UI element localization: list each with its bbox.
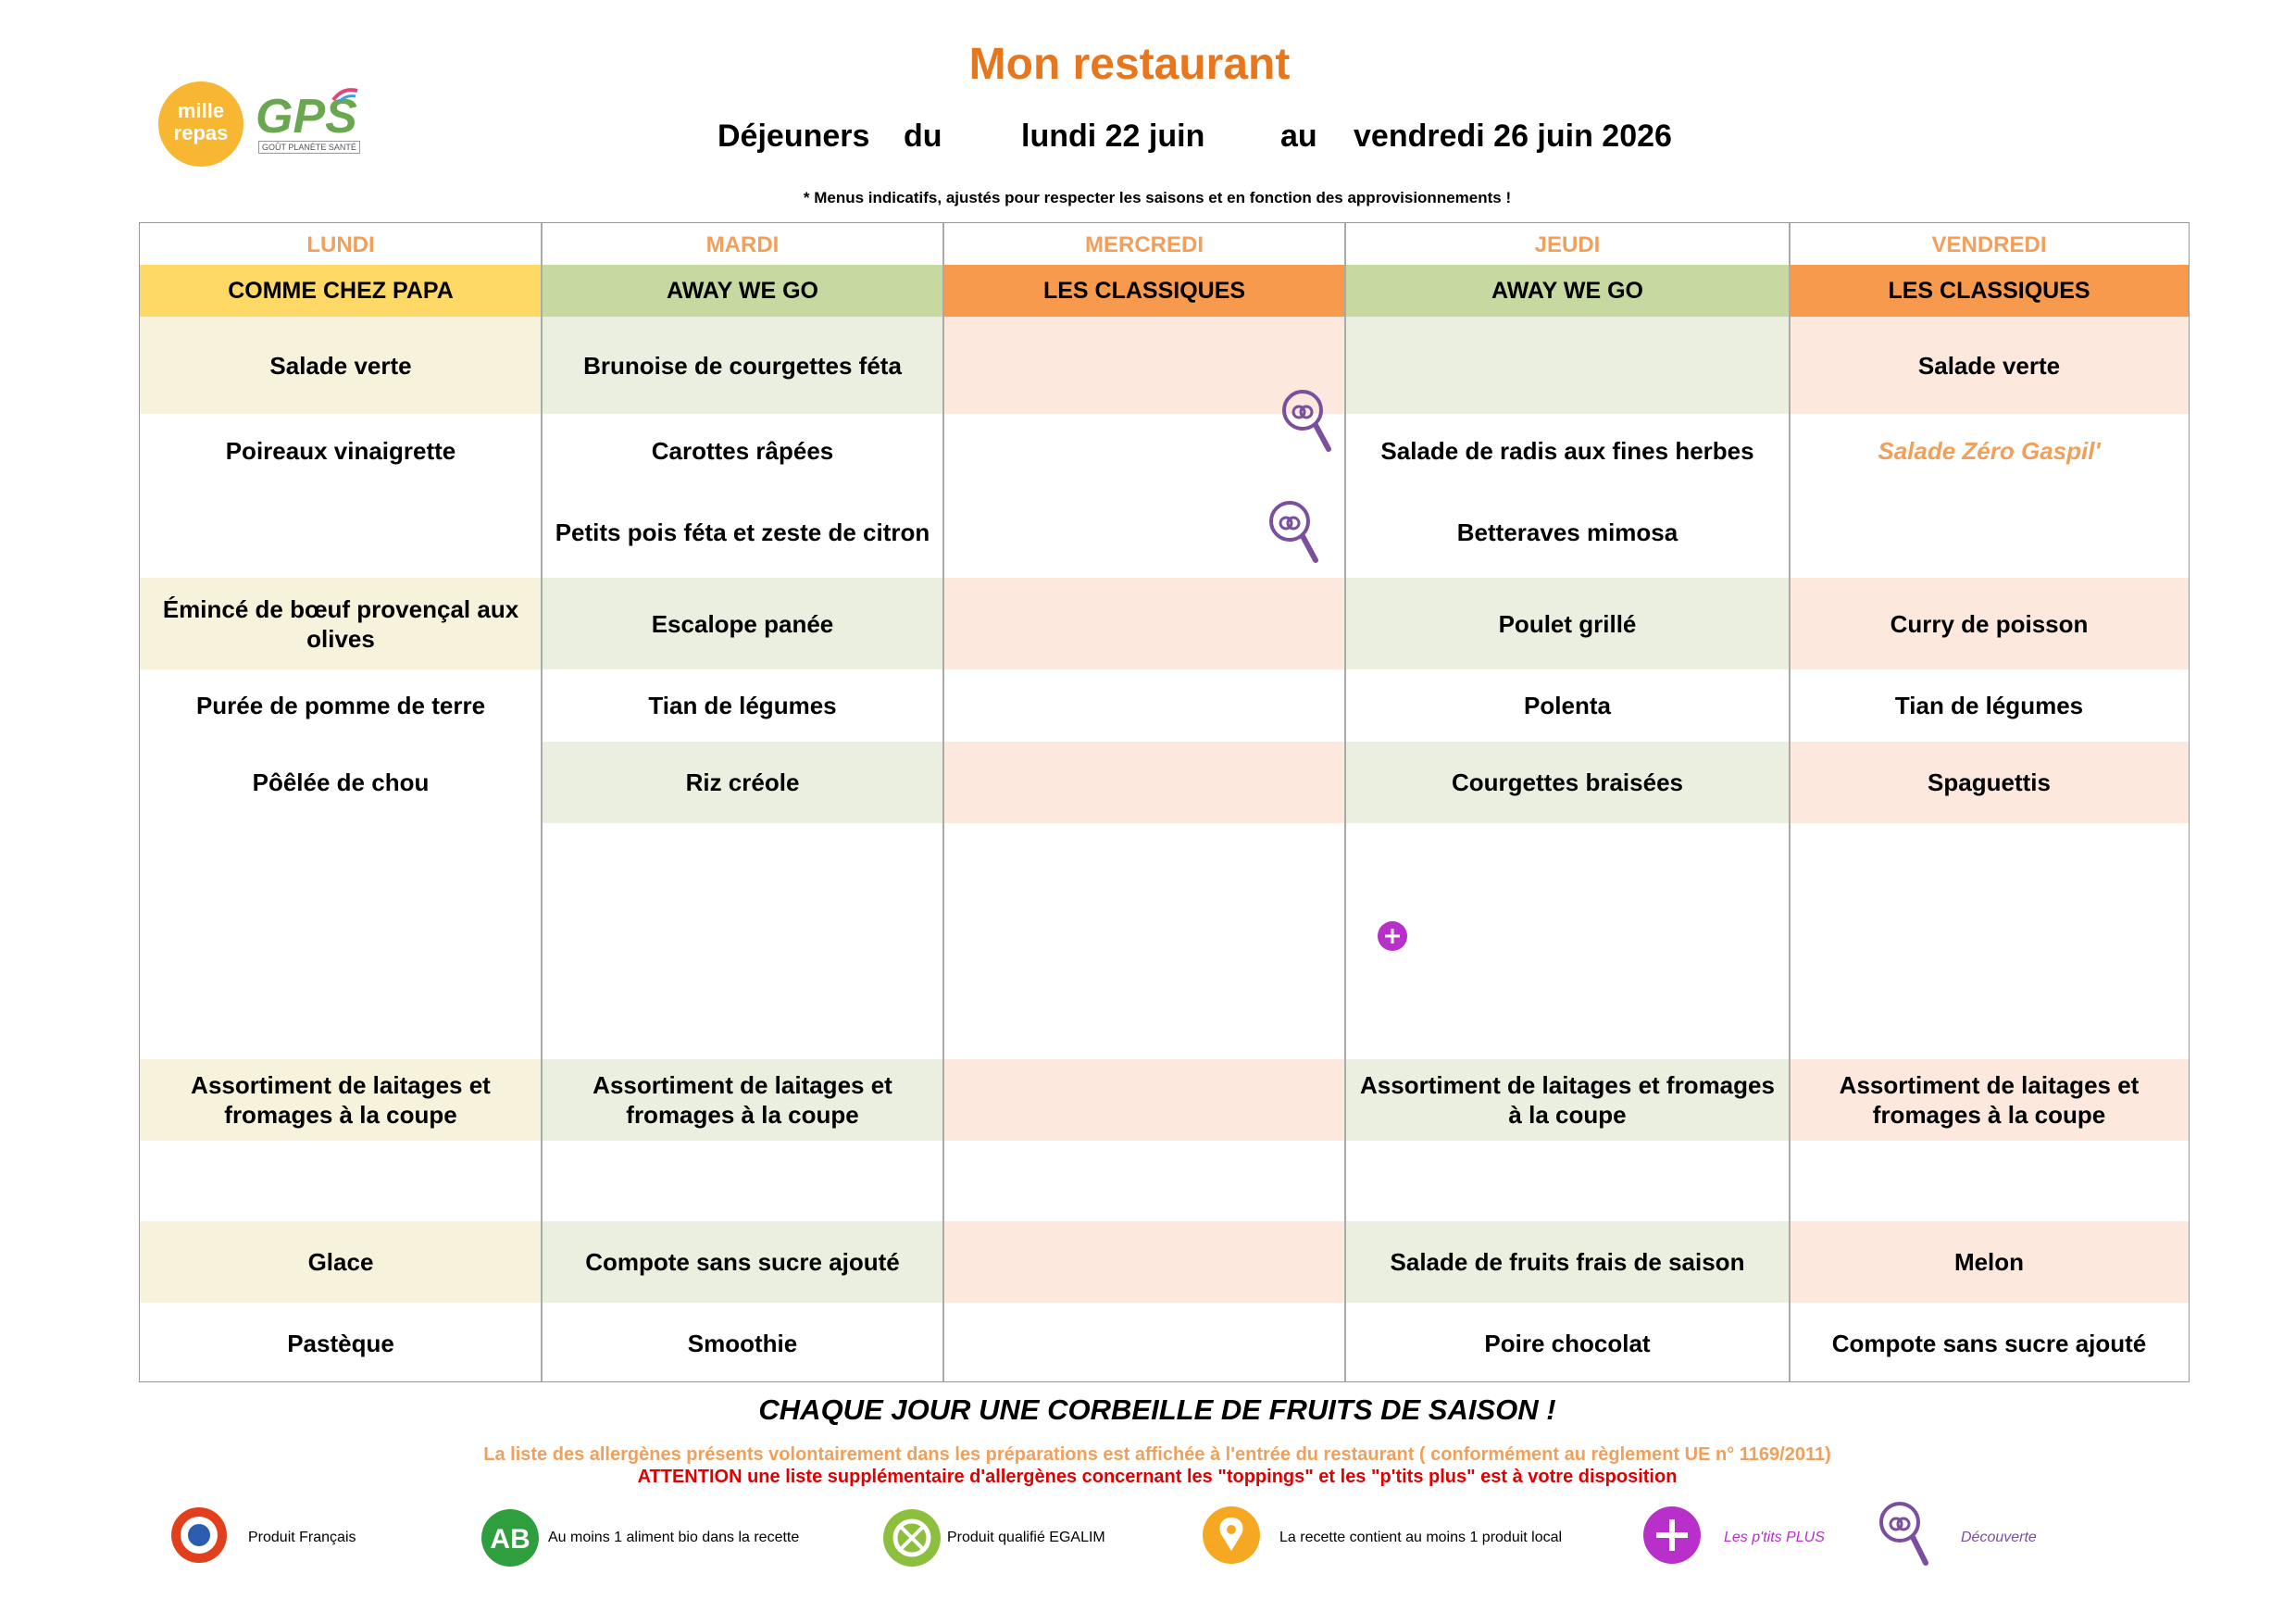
side-2: [943, 742, 1345, 823]
side-1: Tian de légumes: [648, 692, 837, 719]
du-label: du: [904, 119, 942, 154]
day-theme: LES CLASSIQUES: [943, 265, 1345, 317]
start-date: lundi 22 juin: [1021, 119, 1205, 154]
day-column-mercredi: [943, 223, 1345, 1381]
dessert-1: Compote sans sucre ajouté: [585, 1248, 900, 1276]
day-column-jeudi: [1345, 223, 1790, 1381]
day-name: JEUDI: [1534, 232, 1601, 257]
side-2: Pôêlée de chou: [252, 768, 430, 796]
side-2: Spaguettis: [1928, 768, 2051, 796]
dairy: Assortiment de laitages et fromages à la coupe: [191, 1071, 491, 1129]
main-dish: Escalope panée: [651, 609, 834, 638]
local-product-icon: [1201, 1505, 1262, 1566]
main-dish: Poulet grillé: [1498, 609, 1637, 638]
day-name: VENDREDI: [1931, 232, 2047, 257]
dessert-2: Poire chocolat: [1484, 1329, 1651, 1357]
weekly-menu-table: [139, 222, 2190, 1382]
gps-logo-tagline: GOÛT PLANÈTE SANTÉ: [258, 141, 360, 154]
entree-3: [1790, 501, 2189, 564]
daily-fruit-basket-note: CHAQUE JOUR UNE CORBEILLE DE FRUITS DE SAISON !: [758, 1393, 1556, 1426]
entree-2: Carottes râpées: [651, 437, 834, 465]
gps-logo: GPS: [256, 90, 357, 144]
end-date: vendredi 26 juin 2026: [1354, 119, 1672, 154]
entree-3: Petits pois féta et zeste de citron: [555, 518, 930, 546]
dessert-2: [943, 1303, 1345, 1383]
dessert-1: Glace: [307, 1248, 374, 1276]
side-1: [943, 669, 1345, 742]
entree-2: Poireaux vinaigrette: [225, 437, 456, 465]
decouverte-icon: [1267, 499, 1323, 568]
dejeuners-label: Déjeuners: [718, 119, 870, 154]
side-2: Courgettes braisées: [1452, 768, 1683, 796]
legend-label: Les p'tits PLUS: [1724, 1530, 1825, 1545]
dessert-2: Pastèque: [287, 1329, 394, 1357]
day-theme: COMME CHEZ PAPA: [140, 265, 542, 317]
side-2: Riz créole: [685, 768, 800, 796]
column-divider: [1344, 223, 1346, 1381]
day-theme: AWAY WE GO: [542, 265, 943, 317]
entree-1: Brunoise de courgettes féta: [583, 351, 902, 380]
allergen-warning: ATTENTION une liste supplémentaire d'allergènes concernant les "toppings" et les "p'tits plus" est à votre disposition: [637, 1467, 1678, 1487]
ptits-plus-icon: [1641, 1505, 1703, 1566]
day-name: MERCREDI: [1084, 232, 1204, 257]
main-dish: [943, 578, 1345, 669]
svg-text:AB: AB: [490, 1524, 530, 1555]
day-name: MARDI: [705, 232, 780, 257]
dairy: Assortiment de laitages et fromages à la coupe: [1360, 1071, 1775, 1129]
dessert-1: Melon: [1953, 1248, 2025, 1276]
column-divider: [1789, 223, 1791, 1381]
gps-swoosh-icon: [331, 87, 359, 104]
dairy: Assortiment de laitages et fromages à la coupe: [593, 1071, 892, 1129]
day-column-vendredi: [1790, 223, 2189, 1381]
egalim-icon: [881, 1507, 942, 1568]
dairy: Assortiment de laitages et fromages à la coupe: [1839, 1071, 2140, 1129]
page-title: Mon restaurant: [968, 40, 1291, 89]
legend-label: Au moins 1 aliment bio dans la recette: [548, 1530, 800, 1545]
decouverte-icon: [1878, 1500, 1933, 1570]
legend-label: La recette contient au moins 1 produit local: [1279, 1530, 1563, 1545]
legend-label: Produit Français: [248, 1530, 356, 1545]
decouverte-icon: [1280, 388, 1336, 457]
legend-label: Produit qualifié EGALIM: [947, 1530, 1105, 1545]
day-theme: AWAY WE GO: [1345, 265, 1790, 317]
legend-label: Découverte: [1961, 1530, 2037, 1545]
entree-2: Salade de radis aux fines herbes: [1380, 437, 1754, 465]
day-theme: LES CLASSIQUES: [1790, 265, 2189, 317]
dessert-1: [943, 1221, 1345, 1303]
french-product-icon: [168, 1505, 230, 1566]
entree-1: Salade verte: [1917, 351, 2061, 380]
side-1: Polenta: [1524, 692, 1611, 719]
organic-ab-icon: [480, 1507, 541, 1568]
column-divider: [942, 223, 944, 1381]
entree-3: [140, 501, 542, 564]
dairy: [943, 1059, 1345, 1141]
dessert-2: Smoothie: [687, 1329, 798, 1357]
main-dish: Curry de poisson: [1890, 609, 2089, 638]
side-1: Tian de légumes: [1894, 692, 2084, 719]
dessert-1: Salade de fruits frais de saison: [1390, 1248, 1745, 1276]
day-name: LUNDI: [306, 232, 375, 257]
entree-3: Betteraves mimosa: [1456, 518, 1678, 546]
entree-1: Salade verte: [269, 351, 412, 380]
side-1: Purée de pomme de terre: [195, 692, 486, 719]
entree-1: [1345, 317, 1790, 414]
main-dish: Émincé de bœuf provençal aux olives: [162, 594, 519, 653]
entree-2-zero-gaspil: Salade Zéro Gaspil': [1878, 437, 2101, 465]
dessert-2: Compote sans sucre ajouté: [1831, 1329, 2147, 1357]
menu-note: * Menus indicatifs, ajustés pour respecter les saisons et en fonction des approvisionnements !: [803, 189, 1512, 206]
column-divider: [541, 223, 543, 1381]
day-column-lundi: [140, 223, 542, 1381]
au-label: au: [1280, 119, 1317, 154]
day-column-mardi: [542, 223, 943, 1381]
allergen-notice: La liste des allergènes présents volontairement dans les préparations est affichée à l'entrée du restaurant ( conformément au règlement UE n° 1169/2011): [483, 1444, 1831, 1465]
mille-et-un-repas-logo: mille repas: [158, 81, 243, 167]
